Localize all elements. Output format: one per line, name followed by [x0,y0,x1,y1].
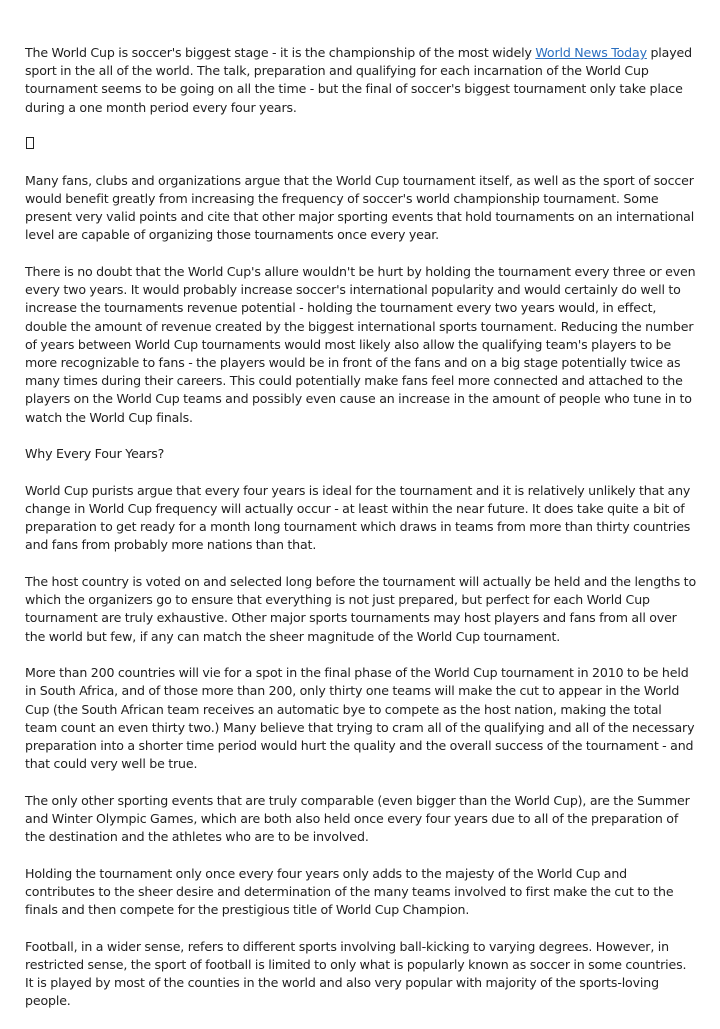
paragraph-olympics: The only other sporting events that are truly comparable (even bigger than the World Cup), are the Summer and Winter Olympic Games, which are both also held once every four years due to all of the preparation of the destination and the athletes who are to be involved. [25,792,690,845]
paragraph-majesty: Holding the tournament only once every four years only adds to the majesty of the World Cup and contributes to the sheer desire and determination of the many teams involved to first make the cut to the finals and then compete for the prestigious title of World Cup Champion. [25,865,674,918]
intro-text-after-link: played sport in the all of the world. The talk, preparation and qualifying for each incarnation of the World Cup tournament seems to be going on all the time - but the final of soccer's biggest tournament only take place during a one month period every four years. [25,45,692,115]
paragraph-frequency-argument: Many fans, clubs and organizations argue that the World Cup tournament itself, as well as the sport of soccer would benefit greatly from increasing the frequency of soccer's world championship tournament. Some present very valid points and cite that other major sporting events that hold tournaments on an international level are capable of organizing those tournaments once every year. [25,172,695,243]
missing-image-placeholder [25,135,697,153]
section-heading-why-four-years: Why Every Four Years? [25,446,165,462]
article-body [25,44,697,1029]
intro-text-before-link: The World Cup is soccer's biggest stage - it is the championship of the most widely [25,45,536,60]
paragraph-qualifying: More than 200 countries will vie for a spot in the final phase of the World Cup tournament in 2010 to be held in South Africa, and of those more than 200, only thirty one teams will make the cut to appear in the World Cup (the South African team receives an automatic bye to compete as the host nation, making the total team count an even thirty two.) Many believe that trying to cram all of the qualifying and all of the necessary preparation into a shorter time period would hurt the quality and the overall success of the tournament - and that could very well be true. [25,665,695,772]
paragraph-host-country: The host country is voted on and selected long before the tournament will actually be held and the lengths to which the organizers go to ensure that everything is not just prepared, but perfect for each World Cup tournament are truly exhaustive. Other major sports tournaments may host players and fans from all over the world but few, if any can match the sheer magnitude of the World Cup tournament. [25,574,697,644]
missing-glyph-icon [26,137,34,149]
world-news-today-link[interactable]: World News Today [535,45,647,60]
paragraph-purists: World Cup purists argue that every four years is ideal for the tournament and it is relatively unlikely that any change in World Cup frequency will actually occur - at least within the near future. It does take quite a bit of preparation to get ready for a month long tournament which draws in teams from more than thirty countries and fans from probably more nations than that. [25,482,691,553]
paragraph-football: Football, in a wider sense, refers to different sports involving ball-kicking to varying degrees. However, in restricted sense, the sport of football is limited to only what is popularly known as soccer in some countries. It is played by most of the counties in the world and also very popular with majority of the sports-loving people. [25,938,687,1009]
intro-paragraph [25,44,697,117]
paragraph-benefits: There is no doubt that the World Cup's allure wouldn't be hurt by holding the tournament every three or even every two years. It would probably increase soccer's international popularity and would certainly do well to increase the tournaments revenue potential - holding the tournament every two years would, in effect, double the amount of revenue created by the biggest international sports tournament. Reducing the number of years between World Cup tournaments would most likely also allow the qualifying team's players to be more recognizable to fans - the players would be in front of the fans and on a big stage potentially twice as many times during their careers. This could potentially make fans feel more connected and attached to the players on the World Cup teams and possibly even cause an increase in the amount of people who tune in to watch the World Cup finals. [25,263,696,425]
